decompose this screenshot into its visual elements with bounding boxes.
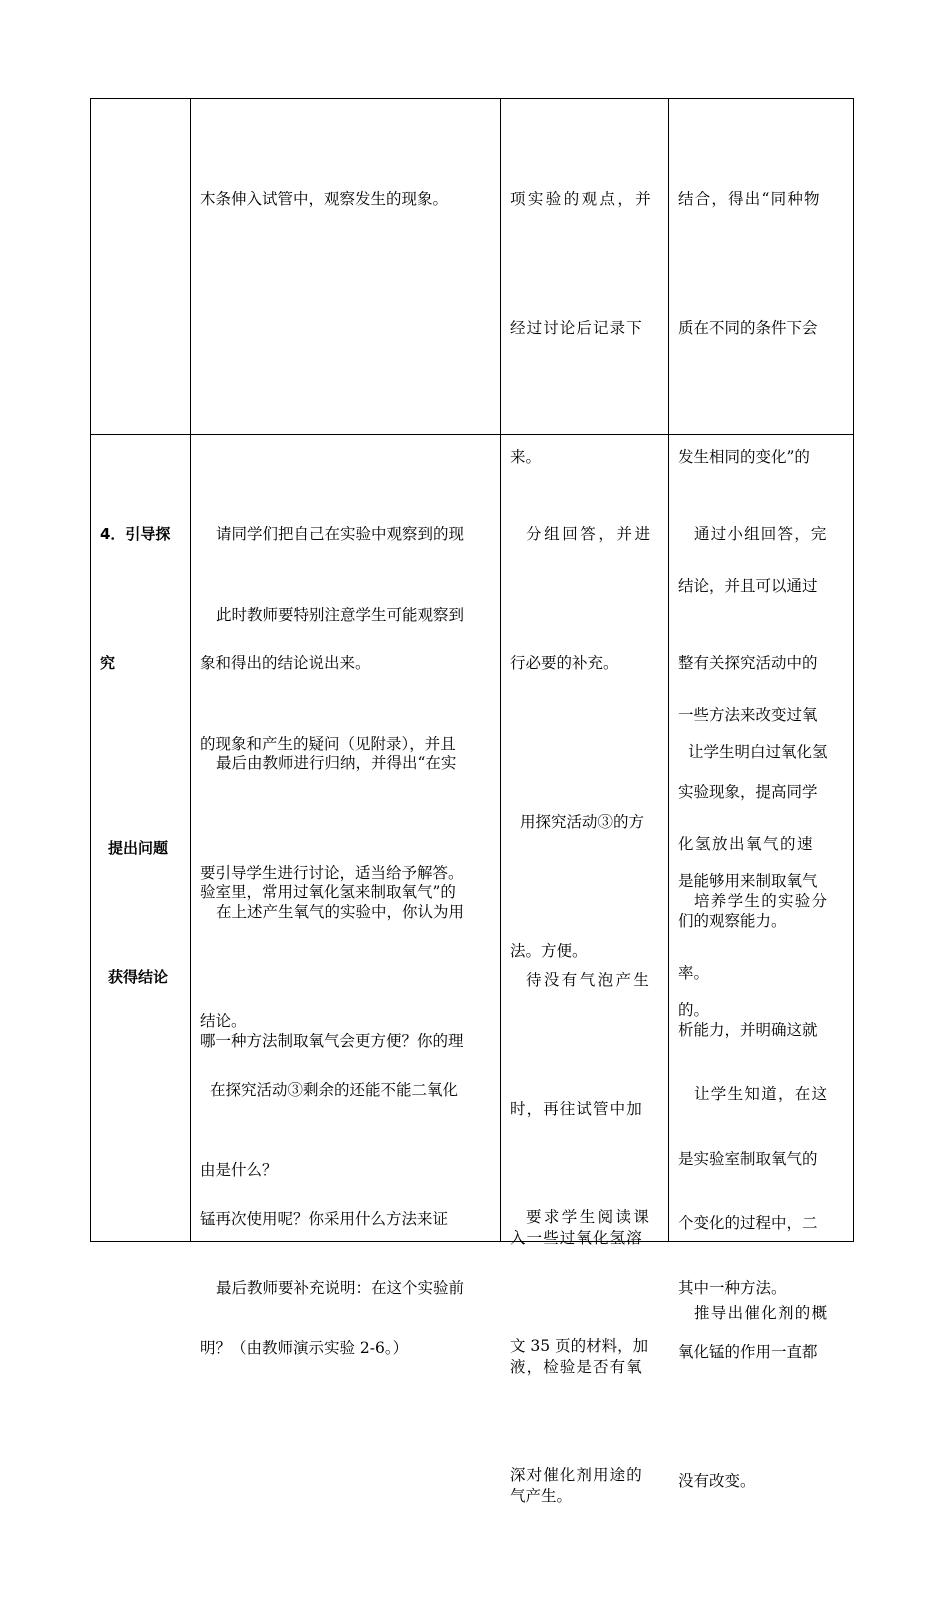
text-line: 最后教师要补充说明：在这个实验前	[216, 1279, 465, 1297]
text-line: 法。方便。	[510, 942, 588, 960]
text-line: 是能够用来制取氧气	[678, 872, 818, 890]
text-line: 析能力，并明确这就	[678, 1021, 818, 1039]
text-line: 4．引导探	[100, 525, 171, 543]
text-line: 们的观察能力。	[678, 912, 787, 930]
section-subtitle	[108, 741, 168, 1085]
text-line: 木条伸入试管中，观察发生的现象。	[200, 190, 449, 208]
text-line: 在探究活动③剩余的还能不能二氧化	[210, 1081, 459, 1099]
text-line: 分组回答，并进	[526, 525, 653, 543]
text-line: 化氢放出氧气的速	[678, 835, 815, 853]
text-line: 质在不同的条件下会	[678, 319, 818, 337]
text-line: 在上述产生氧气的实验中，你认为用	[216, 903, 465, 921]
text-line: 培养学生的实验分	[694, 892, 829, 910]
text-line: 要求学生阅读课	[526, 1208, 652, 1226]
table-right-border	[853, 98, 854, 1242]
text-line: 个变化的过程中，二	[678, 1214, 818, 1232]
text-line: 待没有气泡产生	[526, 971, 652, 989]
text-line: 让学生明白过氧化氢	[688, 743, 828, 761]
text-line: 气产生。	[510, 1487, 573, 1505]
text-line: 明？（由教师演示实验 2-6。）	[200, 1339, 409, 1357]
text-line: 请同学们把自己在实验中观察到的现	[216, 525, 465, 543]
text-line: 入一些过氧化氢溶	[510, 1229, 643, 1247]
text-line: 文 35 页的材料，加	[510, 1337, 649, 1355]
text-line: 行必要的补充。	[510, 654, 619, 672]
text-line: 通过小组回答，完	[694, 525, 828, 543]
text-line: 液，检验是否有氧	[510, 1358, 643, 1376]
text-line: 最后由教师进行归纳，并得出“在实	[216, 754, 457, 772]
text-line: 究	[100, 654, 116, 672]
text-line: 让学生知道，在这	[694, 1085, 829, 1103]
text-line: 氧化锰的作用一直都	[678, 1343, 818, 1361]
text-line: 的现象和产生的疑问（见附录），并且	[200, 735, 456, 753]
text-line: 率。	[678, 964, 710, 982]
text-line: 来。	[510, 448, 542, 466]
text-line: 要引导学生进行讨论，适当给予解答。	[200, 864, 464, 882]
text-line: 时，再往试管中加	[510, 1100, 643, 1118]
text-line: 项实验的观点，并	[510, 190, 654, 208]
text-line: 一些方法来改变过氧	[678, 706, 818, 724]
text-line: 获得结论	[108, 968, 169, 986]
text-line: 提出问题	[108, 839, 169, 857]
text-line: 锰再次使用呢？你采用什么方法来证	[200, 1210, 449, 1228]
text-line: 用探究活动③的方	[520, 813, 645, 831]
text-line: 哪一种方法制取氧气会更方便？你的理	[200, 1032, 464, 1050]
text-line: 实验现象，提高同学	[678, 783, 818, 801]
purpose-paragraph-5	[678, 1206, 828, 1421]
col-divider-1	[190, 98, 191, 1242]
section-title	[100, 427, 170, 771]
text-line: 推导出催化剂的概	[694, 1304, 829, 1322]
text-line: 经过讨论后记录下	[510, 319, 643, 337]
text-line: 结论。	[200, 1012, 247, 1030]
text-line: 结论，并且可以通过	[678, 577, 818, 595]
text-line: 的。	[678, 1001, 710, 1019]
row1-activity-text	[200, 92, 448, 307]
teacher-paragraph-6	[200, 1181, 464, 1396]
text-line: 发生相同的变化”的	[678, 448, 810, 466]
text-line: 没有改变。	[678, 1472, 756, 1490]
text-line: 结合，得出“同种物	[678, 190, 821, 208]
text-line: 是实验室制取氧气的	[678, 1150, 818, 1168]
text-line: 整有关探究活动中的	[678, 654, 818, 672]
text-line: 验室里，常用过氧化氢来制取氧气”的	[200, 883, 456, 901]
text-line: 由是什么？	[200, 1161, 278, 1179]
col-divider-2	[500, 98, 501, 1242]
text-line: 象和得出的结论说出来。	[200, 654, 371, 672]
col-divider-3	[668, 98, 669, 1242]
table-left-border	[90, 98, 91, 1242]
text-line: 深对催化剂用途的	[510, 1466, 643, 1484]
text-line: 此时教师要特别注意学生可能观察到	[216, 606, 465, 624]
student-paragraph-4	[510, 1110, 651, 1583]
text-line: 其中一种方法。	[678, 1279, 787, 1297]
